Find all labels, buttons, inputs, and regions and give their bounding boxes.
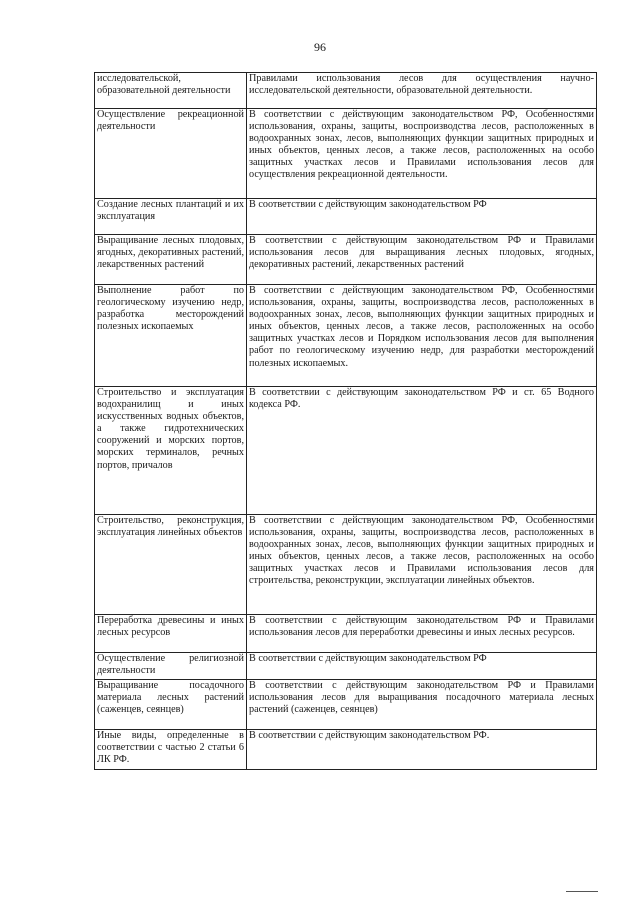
table-row xyxy=(95,285,597,387)
activity-cell: Строительство, реконструкция, эксплуатация линейных объектов xyxy=(95,515,247,615)
regulation-cell: В соответствии с действующим законодательством РФ и Правилами использования лесов для выращивания лесных плодовых, ягодных, декоративных растений, лекарственных растений xyxy=(247,235,597,285)
regulation-cell: Правилами использования лесов для осуществления научно-исследовательской деятельности, образовательной деятельности. xyxy=(247,73,597,109)
table-row xyxy=(95,515,597,615)
regulation-cell: В соответствии с действующим законодательством РФ, Особенностями использования, охраны, защиты, воспроизводства лесов, расположенных в водоохранных зонах, лесов, выполняющих функции защитных природных и иных объектов, ценных лесов, а также лесов, расположенных на особо защитных участках лесов и Порядком использования лесов для выполнения работ по геологическому изучению недр, для разработки месторождений полезных ископаемых. xyxy=(247,285,597,387)
footer-divider xyxy=(566,891,598,892)
regulation-cell: В соответствии с действующим законодательством РФ и Правилами использования лесов для выращивания посадочного материала лесных растений (саженцев, сеянцев) xyxy=(247,680,597,730)
regulation-cell: В соответствии с действующим законодательством РФ xyxy=(247,199,597,235)
regulation-cell: В соответствии с действующим законодательством РФ, Особенностями использования, охраны, защиты, воспроизводства лесов, расположенных в водоохранных зонах, лесов, выполняющих функции защитных природных и иных объектов, ценных лесов, а также лесов, расположенных на особо защитных участках лесов и Правилами использования лесов для строительства, реконструкции, эксплуатации линейных объектов. xyxy=(247,515,597,615)
activity-cell: Выполнение работ по геологическому изучению недр, разработка месторождений полезных ископаемых xyxy=(95,285,247,387)
table-row xyxy=(95,387,597,515)
forest-use-table xyxy=(94,72,597,770)
table-row xyxy=(95,109,597,199)
regulation-cell: В соответствии с действующим законодательством РФ и ст. 65 Водного кодекса РФ. xyxy=(247,387,597,515)
page-number: 96 xyxy=(314,40,326,54)
activity-cell: Выращивание лесных плодовых, ягодных, декоративных растений, лекарственных растений xyxy=(95,235,247,285)
activity-cell: Строительство и эксплуатация водохранилищ и иных искусственных водных объектов, а также гидротехнических сооружений и морских портов, морских терминалов, речных портов, причалов xyxy=(95,387,247,515)
activity-cell: Иные виды, определенные в соответствии с частью 2 статьи 6 ЛК РФ. xyxy=(95,730,247,770)
regulation-cell: В соответствии с действующим законодательством РФ и Правилами использования лесов для переработки древесины и иных лесных ресурсов. xyxy=(247,615,597,653)
regulation-cell: В соответствии с действующим законодательством РФ, Особенностями использования, охраны, защиты, воспроизводства лесов, расположенных в водоохранных зонах, лесов, выполняющих функции защитных природных и иных объектов, ценных лесов, а также лесов, расположенных на особо защитных участках лесов и Правилами использования лесов для осуществления рекреационной деятельности. xyxy=(247,109,597,199)
table-row xyxy=(95,235,597,285)
table-row xyxy=(95,653,597,680)
activity-cell: Осуществление рекреационной деятельности xyxy=(95,109,247,199)
activity-cell: исследовательской, образовательной деятельности xyxy=(95,73,247,109)
table-row xyxy=(95,199,597,235)
activity-cell: Выращивание посадочного материала лесных растений (саженцев, сеянцев) xyxy=(95,680,247,730)
activity-cell: Осуществление религиозной деятельности xyxy=(95,653,247,680)
regulation-cell: В соответствии с действующим законодательством РФ xyxy=(247,653,597,680)
table-row xyxy=(95,680,597,730)
table-row xyxy=(95,615,597,653)
table-row xyxy=(95,730,597,770)
activity-cell: Переработка древесины и иных лесных ресурсов xyxy=(95,615,247,653)
activity-cell: Создание лесных плантаций и их эксплуатация xyxy=(95,199,247,235)
regulation-cell: В соответствии с действующим законодательством РФ. xyxy=(247,730,597,770)
table-row xyxy=(95,73,597,109)
